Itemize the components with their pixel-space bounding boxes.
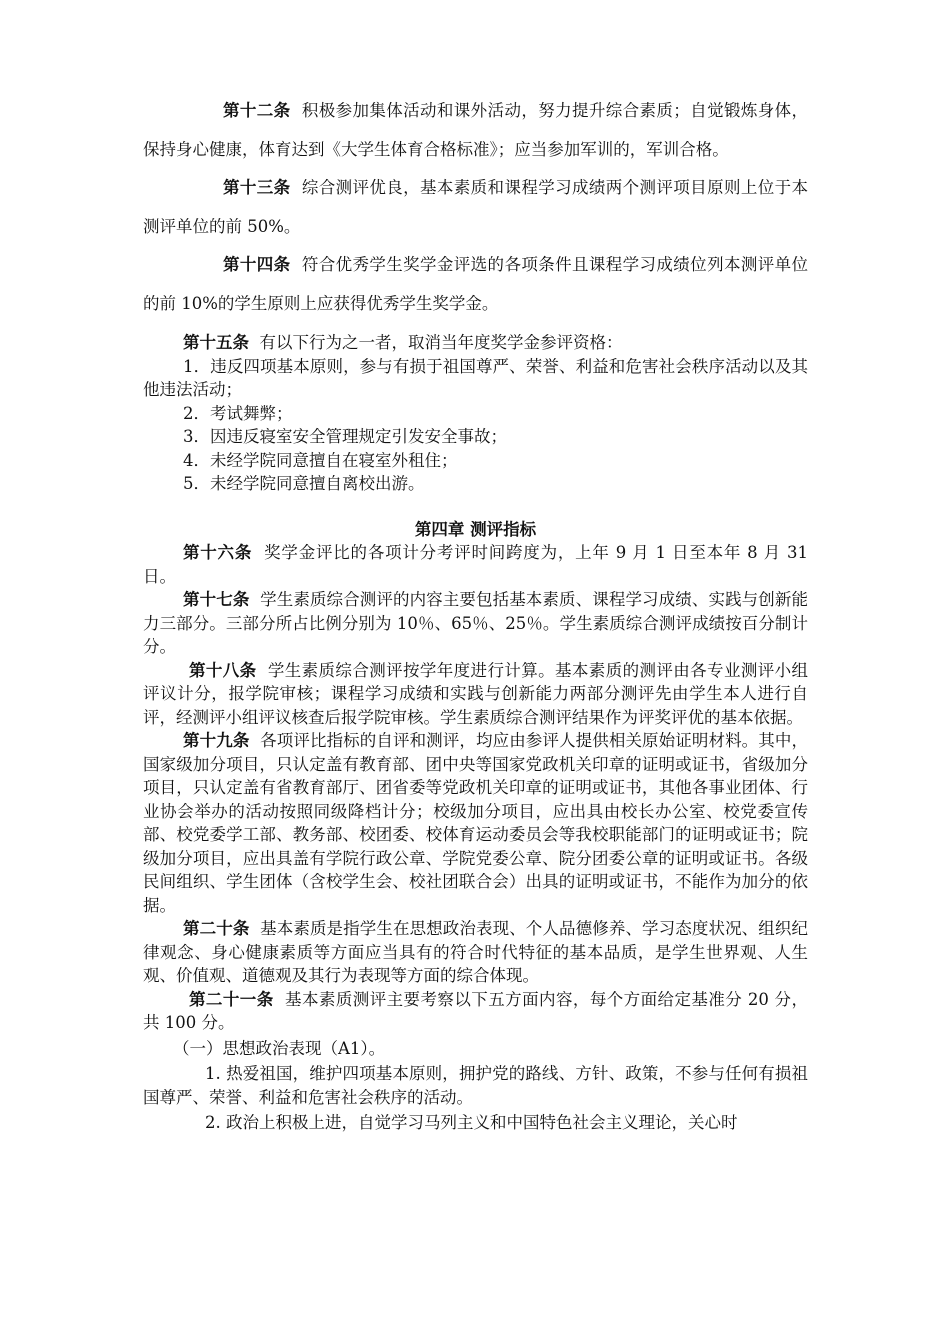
article-text: 有以下行为之一者，取消当年度奖学金参评资格：	[259, 333, 623, 352]
article-heading: 第十五条	[183, 333, 249, 352]
article-text: 各项评比指标的自评和测评，均应由参评人提供相关原始证明材料。其中，国家级加分项目，只认定盖有教育部、团中央等国家党政机关印章的证明或证书，省级加分项目，只认定盖有省教育部厅、团省委等党政机关印章的证明或证书，其他各事业团体、行业协会举办的活动按照同级降档计分；校级加分项目，应出具由校长办公室、校党委宣传部、校党委学工部、教务部、校团委、校体育运动委员会等我校职能部门的证明或证书；院级加分项目，应出具盖有学院行政公章、学院党委公章、院分团委公章的证明或证书。各级民间组织、学生团体（含校学生会、校社团联合会）出具的证明或证书，不能作为加分的依据。	[143, 731, 808, 915]
section-item: 2. 政治上积极上进，自觉学习马列主义和中国特色社会主义理论，关心时	[205, 1113, 738, 1132]
article-21	[143, 988, 808, 1035]
article-heading: 第十八条	[189, 660, 257, 680]
article-19	[143, 729, 808, 917]
article-text: 基本素质测评主要考察以下五方面内容，每个方面给定基准分 20 分，共 100 分。	[143, 989, 808, 1032]
article-15	[143, 331, 808, 355]
article-text: 奖学金评比的各项计分考评时间跨度为，上年 9 月 1 日至本年 8 月 31 日。	[143, 543, 808, 586]
article-text: 基本素质是指学生在思想政治表现、个人品德修养、学习态度状况、组织纪律观念、身心健康素质等方面应当具有的符合时代特征的基本品质，是学生世界观、人生观、价值观、道德观及其行为表现等方面的综合体现。	[143, 919, 808, 985]
article-18	[143, 659, 808, 730]
article-text: 学生素质综合测评的内容主要包括基本素质、课程学习成绩、实践与创新能力三部分。三部分所占比例分别为 10％、65％、25％。学生素质综合测评成绩按百分制计分。	[143, 590, 808, 656]
article-13	[143, 169, 808, 246]
list-item: 2．考试舞弊；	[183, 403, 293, 423]
article-text: 积极参加集体活动和课外活动，努力提升综合素质；自觉锻炼身体，保持身心健康，体育达到《大学生体育合格标准》；应当参加军训的，军训合格。	[143, 101, 808, 159]
article-heading: 第十六条	[183, 543, 253, 562]
document-body	[143, 92, 808, 1135]
article-17	[143, 588, 808, 659]
article-12	[143, 92, 808, 169]
article-heading: 第十七条	[183, 590, 250, 609]
chapter-title: 第四章 测评指标	[414, 519, 537, 539]
article-heading: 第二十一条	[189, 989, 274, 1009]
article-text: 综合测评优良，基本素质和课程学习成绩两个测评项目原则上位于本测评单位的前 50%。	[143, 178, 808, 236]
section-heading: （一）思想政治表现（A1）。	[173, 1038, 386, 1058]
list-item: 4．未经学院同意擅自在寝室外租住；	[183, 450, 458, 470]
article-heading: 第十四条	[223, 255, 291, 274]
article-text: 符合优秀学生奖学金评选的各项条件且课程学习成绩位列本测评单位的前 10%的学生原则上应获得优秀学生奖学金。	[143, 255, 808, 313]
article-heading: 第十九条	[183, 731, 250, 750]
article-heading: 第十二条	[223, 101, 291, 120]
article-text: 学生素质综合测评按学年度进行计算。基本素质的测评由各专业测评小组评议计分，报学院审核；课程学习成绩和实践与创新能力两部分测评先由学生本人进行自评，经测评小组评议核查后报学院审核。学生素质综合测评结果作为评奖评优的基本依据。	[143, 660, 809, 727]
section-item: 1. 热爱祖国，维护四项基本原则，拥护党的路线、方针、政策，不参与任何有损祖国尊严、荣誉、利益和危害社会秩序的活动。	[143, 1064, 808, 1107]
article-heading: 第二十条	[183, 919, 250, 938]
list-item: 5．未经学院同意擅自离校出游。	[183, 474, 425, 493]
article-heading: 第十三条	[223, 178, 291, 197]
article-20	[143, 917, 808, 988]
list-item: 3．因违反寝室安全管理规定引发安全事故；	[183, 427, 507, 446]
article-14	[143, 246, 808, 323]
list-item: 1．违反四项基本原则，参与有损于祖国尊严、荣誉、利益和危害社会秩序活动以及其他违法活动；	[143, 356, 808, 399]
article-16	[143, 541, 808, 588]
